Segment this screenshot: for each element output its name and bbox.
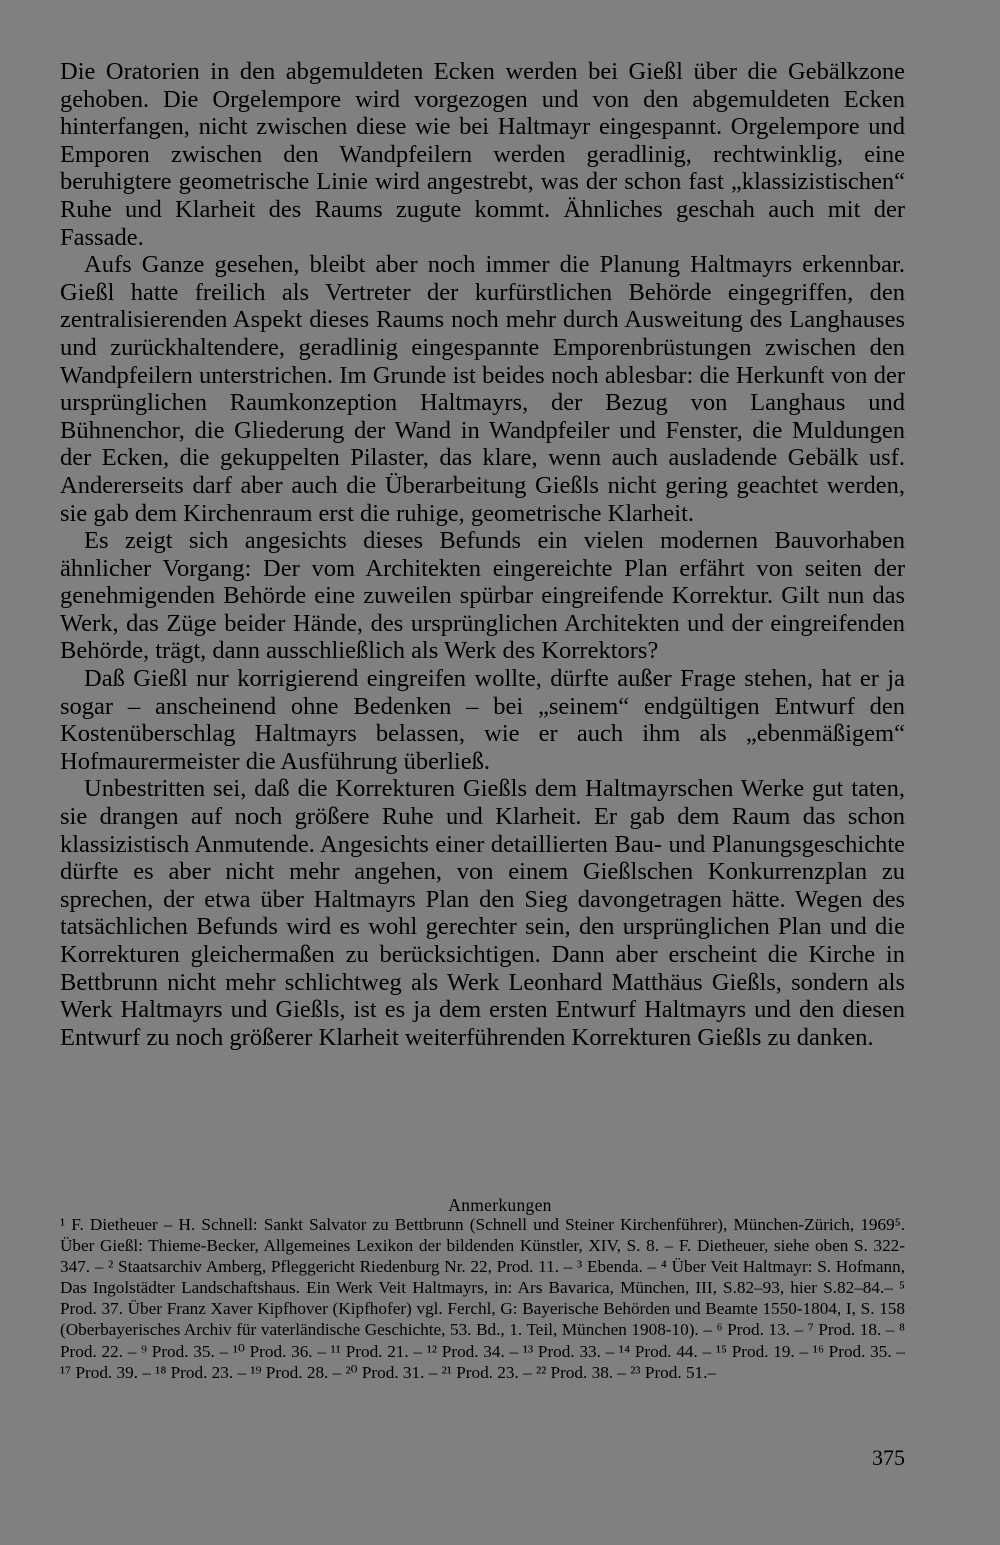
main-text	[60, 58, 905, 1051]
footnotes-text: ¹ F. Dietheuer – H. Schnell: Sankt Salvator zu Bettbrunn (Schnell und Steiner Kirchenführer), München-Zürich, 1969⁵. Über Gießl: Thieme-Becker, Allgemeines Lexikon der bildenden Künstler, XIV, S. 8. – F. Dietheuer, siehe oben S. 322-347. – ² Staatsarchiv Amberg, Pfleggericht Riedenburg Nr. 22, Prod. 11. – ³ Ebenda. – ⁴ Über Veit Haltmayr: S. Hofmann, Das Ingolstädter Landschaftshaus. Ein Werk Veit Haltmayrs, in: Ars Bavarica, München, III, S.82–93, hier S.82–84.– ⁵ Prod. 37. Über Franz Xaver Kipfhover (Kipfhofer) vgl. Ferchl, G: Bayerische Behörden und Beamte 1550-1804, I, S. 158 (Oberbayerisches Archiv für vaterländische Geschichte, 53. Bd., 1. Teil, München 1908-10). – ⁶ Prod. 13. – ⁷ Prod. 18. – ⁸ Prod. 22. – ⁹ Prod. 35. – ¹⁰ Prod. 36. – ¹¹ Prod. 21. – ¹² Prod. 34. – ¹³ Prod. 33. – ¹⁴ Prod. 44. – ¹⁵ Prod. 19. – ¹⁶ Prod. 35. – ¹⁷ Prod. 39. – ¹⁸ Prod. 23. – ¹⁹ Prod. 28. – ²⁰ Prod. 31. – ²¹ Prod. 23. – ²² Prod. 38. – ²³ Prod. 51.–	[60, 1215, 905, 1382]
paragraph: Daß Gießl nur korrigierend eingreifen wollte, dürfte außer Frage stehen, hat er ja sogar – anscheinend ohne Bedenken – bei „seinem“ endgültigen Entwurf den Kostenüberschlag Haltmayrs belassen, wie er auch ihm als „ebenmäßigem“ Hofmaurermeister die Ausführung überließ.	[60, 665, 905, 775]
footnotes	[60, 1214, 905, 1383]
notes-heading: Anmerkungen	[448, 1195, 552, 1215]
paragraph: Unbestritten sei, daß die Korrekturen Gießls dem Haltmayrschen Werke gut taten, sie drangen auf noch größere Ruhe und Klarheit. Er gab dem Raum das schon klassizistisch Anmutende. Angesichts einer detaillierten Bau- und Planungsgeschichte dürfte es aber nicht mehr angehen, von einem Gießlschen Konkurrenzplan zu sprechen, der etwa über Haltmayrs Plan den Sieg davongetragen hätte. Wegen des tatsächlichen Befunds wird es wohl gerechter sein, den ursprünglichen Plan und die Korrekturen gleichermaßen zu berücksichtigen. Dann aber erscheint die Kirche in Bettbrunn nicht mehr schlichtweg als Werk Leonhard Matthäus Gießls, sondern als Werk Haltmayrs und Gießls, ist es ja dem ersten Entwurf Haltmayrs und den diesen Entwurf zu noch größerer Klarheit weiterführenden Korrekturen Gießls zu danken.	[60, 775, 905, 1051]
page-number: 375	[872, 1445, 905, 1470]
paragraph: Aufs Ganze gesehen, bleibt aber noch immer die Planung Haltmayrs erkennbar. Gießl hatte freilich als Vertreter der kurfürstlichen Behörde eingegriffen, den zentralisierenden Aspekt dieses Raums noch mehr durch Ausweitung des Langhauses und zurückhaltendere, geradlinig eingespannte Emporenbrüstungen zwischen den Wandpfeilern unterstrichen. Im Grunde ist beides noch ablesbar: die Herkunft von der ursprünglichen Raumkonzeption Haltmayrs, der Bezug von Langhaus und Bühnenchor, die Gliederung der Wand in Wandpfeiler und Fenster, die Muldungen der Ecken, die gekuppelten Pilaster, das klare, wenn auch ausladende Gebälk usf. Andererseits darf aber auch die Überarbeitung Gießls nicht gering geachtet werden, sie gab dem Kirchenraum erst die ruhige, geometrische Klarheit.	[60, 251, 905, 527]
paragraph: Die Oratorien in den abgemuldeten Ecken werden bei Gießl über die Gebälkzone gehoben. Die Orgelempore wird vorgezogen und von den abgemuldeten Ecken hinterfangen, nicht zwischen diese wie bei Haltmayr eingespannt. Orgelempore und Emporen zwischen den Wandpfeilern werden geradlinig, rechtwinklig, eine beruhigtere geometrische Linie wird angestrebt, was der schon fast „klassizistischen“ Ruhe und Klarheit des Raums zugute kommt. Ähnliches geschah auch mit der Fassade.	[60, 58, 905, 251]
paragraph: Es zeigt sich angesichts dieses Befunds ein vielen modernen Bauvorhaben ähnlicher Vorgang: Der vom Architekten eingereichte Plan erfährt von seiten der genehmigenden Behörde eine zuweilen spürbar eingreifende Korrektur. Gilt nun das Werk, das Züge beider Hände, des ursprünglichen Architekten und der eingreifenden Behörde, trägt, dann ausschließlich als Werk des Korrektors?	[60, 527, 905, 665]
